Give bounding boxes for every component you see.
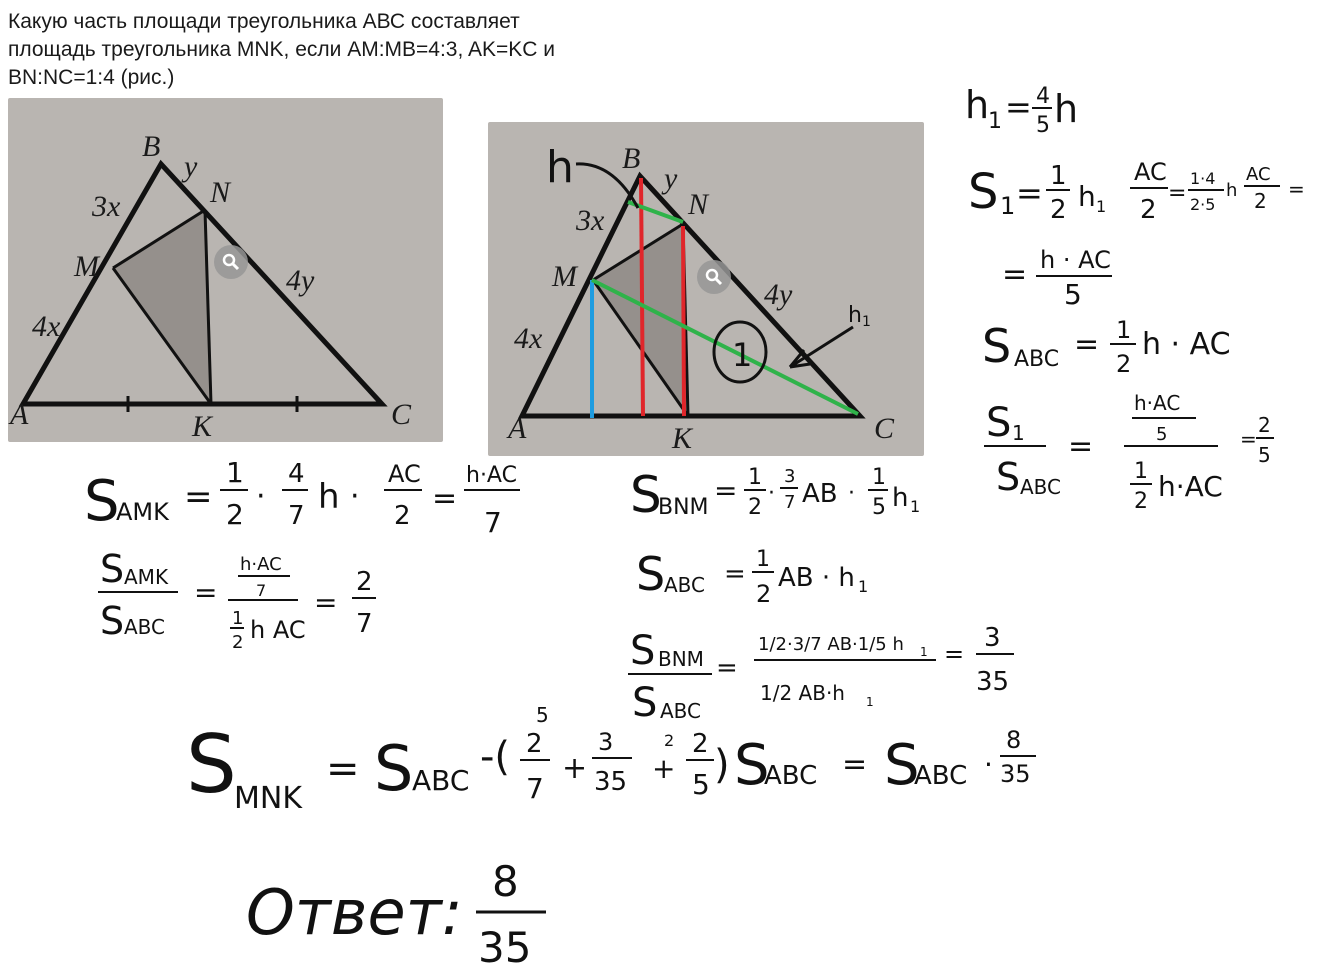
svg-text:ABC: ABC xyxy=(412,764,470,797)
svg-text:2: 2 xyxy=(756,580,772,608)
label-4y-2: 4y xyxy=(764,278,793,311)
svg-text:AC: AC xyxy=(1246,164,1271,185)
problem-line-3: BN:NC=1:4 (рис.) xyxy=(8,66,175,89)
eq-s1-definition xyxy=(968,158,1305,225)
svg-text:35: 35 xyxy=(976,667,1010,697)
svg-text:S: S xyxy=(84,469,120,534)
svg-text:2: 2 xyxy=(356,567,373,597)
svg-text:=: = xyxy=(944,640,965,668)
label-a-2: A xyxy=(508,412,527,445)
svg-text:BNM: BNM xyxy=(658,495,709,520)
annotation-h: h xyxy=(546,142,574,193)
svg-text:-(: -( xyxy=(480,734,511,780)
svg-text:7: 7 xyxy=(256,581,267,600)
svg-text:h·AC: h·AC xyxy=(240,554,282,575)
svg-text:=: = xyxy=(184,477,213,517)
svg-text:·: · xyxy=(848,481,855,506)
svg-text:ABC: ABC xyxy=(660,699,702,723)
svg-text:1: 1 xyxy=(858,577,869,596)
svg-text:·: · xyxy=(256,479,266,514)
label-y: y xyxy=(184,150,198,183)
svg-text:=: = xyxy=(1240,427,1257,451)
search-icon xyxy=(221,252,241,272)
svg-text:1/2 AB·h: 1/2 AB·h xyxy=(760,681,845,705)
svg-text:35: 35 xyxy=(1000,760,1031,788)
svg-text:=: = xyxy=(1288,177,1305,201)
svg-text:1: 1 xyxy=(1050,161,1067,191)
svg-text:1: 1 xyxy=(1134,459,1148,484)
circled-number: 1 xyxy=(732,336,753,374)
label-b: B xyxy=(142,130,161,163)
svg-text:7: 7 xyxy=(484,506,502,539)
svg-text:1: 1 xyxy=(1012,421,1025,445)
svg-text:=: = xyxy=(314,586,338,619)
svg-text:h·AC: h·AC xyxy=(466,463,517,488)
answer-numerator: 8 xyxy=(492,857,519,906)
svg-text:=: = xyxy=(432,481,458,516)
svg-text:5: 5 xyxy=(1036,113,1050,138)
eq-s1-result xyxy=(1002,246,1112,311)
svg-text:2·5: 2·5 xyxy=(1190,195,1216,214)
label-k-2: K xyxy=(672,422,693,455)
label-4x-2: 4x xyxy=(514,322,543,355)
zoom-button-1[interactable] xyxy=(214,245,248,279)
svg-text:h: h xyxy=(892,483,909,513)
svg-text:·: · xyxy=(768,481,775,506)
svg-text:S: S xyxy=(632,680,658,726)
svg-text:1: 1 xyxy=(910,497,921,516)
shaded-triangle-mnk xyxy=(113,210,211,404)
label-c-2: C xyxy=(874,412,895,445)
svg-text:2: 2 xyxy=(526,729,543,759)
eq-h1-definition xyxy=(965,83,1078,138)
svg-text:4: 4 xyxy=(288,459,305,489)
svg-text:ABC: ABC xyxy=(124,615,166,639)
svg-text:S: S xyxy=(636,547,666,601)
svg-text:+: + xyxy=(562,751,588,786)
eq-ratio-bnm xyxy=(628,623,1014,726)
svg-text:1: 1 xyxy=(756,547,770,572)
svg-text:=: = xyxy=(326,746,360,792)
svg-text:ABC: ABC xyxy=(664,573,706,597)
eq-ratio-amk xyxy=(98,547,376,653)
svg-text:1: 1 xyxy=(866,695,874,709)
svg-text:ABC: ABC xyxy=(914,761,968,791)
label-b-2: B xyxy=(622,142,641,175)
svg-text:h: h xyxy=(1226,180,1238,201)
svg-text:S: S xyxy=(630,628,656,674)
problem-statement xyxy=(8,8,648,92)
svg-text:h AC: h AC xyxy=(250,616,306,644)
svg-text:S: S xyxy=(734,733,770,798)
svg-text:=: = xyxy=(716,653,738,683)
label-4y: 4y xyxy=(286,264,315,297)
svg-text:h: h xyxy=(318,477,340,517)
svg-text:7: 7 xyxy=(784,492,796,513)
svg-text:35: 35 xyxy=(594,767,628,797)
label-n-2: N xyxy=(688,188,709,221)
svg-text:·: · xyxy=(984,748,993,781)
svg-text:5: 5 xyxy=(1258,443,1271,467)
svg-text:h·AC: h·AC xyxy=(1158,470,1223,503)
label-k: K xyxy=(192,410,213,442)
svg-text:7: 7 xyxy=(356,609,373,639)
svg-text:5: 5 xyxy=(1156,424,1168,445)
eq-sabc-ab xyxy=(636,547,868,608)
eq-samk-definition xyxy=(84,456,520,539)
answer-denominator: 35 xyxy=(478,923,532,972)
svg-text:5: 5 xyxy=(1064,278,1082,311)
svg-text:AMK: AMK xyxy=(116,498,169,526)
svg-text:S: S xyxy=(982,319,1012,373)
svg-text:h·AC: h·AC xyxy=(1134,391,1181,415)
svg-text:1: 1 xyxy=(748,465,762,490)
svg-text:AB · h: AB · h xyxy=(778,563,855,593)
label-n: N xyxy=(210,176,231,209)
svg-text:=: = xyxy=(714,474,738,507)
svg-text:S: S xyxy=(374,732,414,805)
svg-text:=: = xyxy=(1005,88,1032,126)
svg-text:3: 3 xyxy=(784,466,796,487)
eq-sbnm-definition xyxy=(630,465,920,524)
svg-text:h: h xyxy=(965,83,990,127)
label-4x: 4x xyxy=(32,310,61,343)
svg-text:2: 2 xyxy=(1254,189,1267,213)
svg-text:2: 2 xyxy=(664,731,675,750)
svg-text:ABC: ABC xyxy=(1014,347,1060,372)
svg-text:5: 5 xyxy=(692,768,710,801)
svg-text:2: 2 xyxy=(394,501,411,531)
svg-text:1: 1 xyxy=(1096,197,1107,216)
svg-text:2: 2 xyxy=(1258,413,1271,437)
svg-text:5: 5 xyxy=(536,703,549,727)
svg-text:+: + xyxy=(652,752,676,785)
svg-text:S: S xyxy=(968,164,999,220)
label-a: A xyxy=(10,398,29,431)
search-icon xyxy=(704,267,724,287)
svg-text:5: 5 xyxy=(872,495,886,520)
red-height-n xyxy=(683,226,684,416)
svg-text:=: = xyxy=(1168,181,1187,206)
svg-text:=: = xyxy=(194,576,218,609)
svg-text:2: 2 xyxy=(1050,195,1067,225)
eq-ratio-s1 xyxy=(984,391,1274,514)
svg-text:2: 2 xyxy=(1140,195,1157,225)
annotation-h1: h1 xyxy=(848,303,871,330)
svg-text:S: S xyxy=(884,733,920,798)
svg-text:1: 1 xyxy=(920,645,928,659)
svg-text:MNK: MNK xyxy=(234,781,302,816)
svg-text:2: 2 xyxy=(226,498,244,531)
svg-text:): ) xyxy=(714,742,730,788)
svg-text:ABC: ABC xyxy=(764,761,818,791)
svg-text:1·4: 1·4 xyxy=(1190,169,1216,188)
svg-text:AMK: AMK xyxy=(124,565,169,589)
svg-text:2: 2 xyxy=(1134,489,1148,514)
svg-text:S: S xyxy=(630,466,662,524)
svg-text:AB: AB xyxy=(802,479,838,509)
svg-text:4: 4 xyxy=(1036,84,1050,109)
svg-text:·: · xyxy=(350,479,360,514)
label-m-2: M xyxy=(552,260,577,293)
svg-text:3: 3 xyxy=(984,623,1001,653)
eq-sabc-definition xyxy=(982,316,1231,378)
svg-text:h · AC: h · AC xyxy=(1040,246,1111,274)
eq-smnk xyxy=(186,703,1036,816)
answer xyxy=(246,857,546,972)
svg-text:=: = xyxy=(1074,327,1100,362)
label-3x: 3x xyxy=(92,190,121,223)
red-height-h xyxy=(641,178,643,416)
svg-text:2: 2 xyxy=(1116,350,1132,378)
svg-text:1: 1 xyxy=(1116,316,1132,344)
svg-text:BNM: BNM xyxy=(658,647,704,671)
svg-text:3: 3 xyxy=(598,728,614,756)
svg-text:8: 8 xyxy=(1006,726,1022,754)
svg-text:1: 1 xyxy=(872,465,886,490)
svg-text:S: S xyxy=(986,400,1012,446)
answer-label: Ответ: xyxy=(246,876,463,949)
problem-line-1: Какую часть площади треугольника АВС составляет xyxy=(8,10,520,33)
svg-text:1/2·3/7 AB·1/5 h: 1/2·3/7 AB·1/5 h xyxy=(758,634,904,655)
svg-text:h: h xyxy=(1078,180,1096,213)
svg-text:2: 2 xyxy=(232,632,244,653)
svg-text:=: = xyxy=(1068,429,1094,464)
svg-text:=: = xyxy=(1002,257,1028,292)
svg-text:S: S xyxy=(186,718,237,811)
svg-text:2: 2 xyxy=(692,729,709,759)
label-3x-2: 3x xyxy=(576,204,605,237)
svg-text:S: S xyxy=(100,547,125,591)
svg-text:7: 7 xyxy=(288,501,305,531)
label-y-2: y xyxy=(664,162,678,195)
svg-text:AC: AC xyxy=(1134,158,1167,186)
label-m: M xyxy=(74,250,99,283)
svg-text:1: 1 xyxy=(232,608,244,629)
svg-text:1: 1 xyxy=(226,456,244,489)
svg-text:2: 2 xyxy=(748,495,762,520)
svg-text:h · AC: h · AC xyxy=(1142,327,1231,362)
svg-text:=: = xyxy=(842,747,868,782)
label-c: C xyxy=(391,398,412,431)
svg-text:7: 7 xyxy=(526,772,544,805)
zoom-button-2[interactable] xyxy=(697,260,731,294)
svg-text:=: = xyxy=(724,559,746,589)
svg-text:1: 1 xyxy=(988,109,1002,134)
svg-text:h: h xyxy=(1054,87,1079,131)
svg-text:1: 1 xyxy=(1000,192,1016,220)
svg-text:AC: AC xyxy=(388,460,421,488)
problem-line-2: площадь треугольника MNK, если AM:MB=4:3, AK=KC и xyxy=(8,38,556,61)
green-height-h1 xyxy=(592,280,858,414)
svg-text:S: S xyxy=(100,599,125,643)
svg-text:ABC: ABC xyxy=(1020,475,1062,499)
svg-text:S: S xyxy=(996,455,1021,499)
svg-text:=: = xyxy=(1016,174,1043,212)
